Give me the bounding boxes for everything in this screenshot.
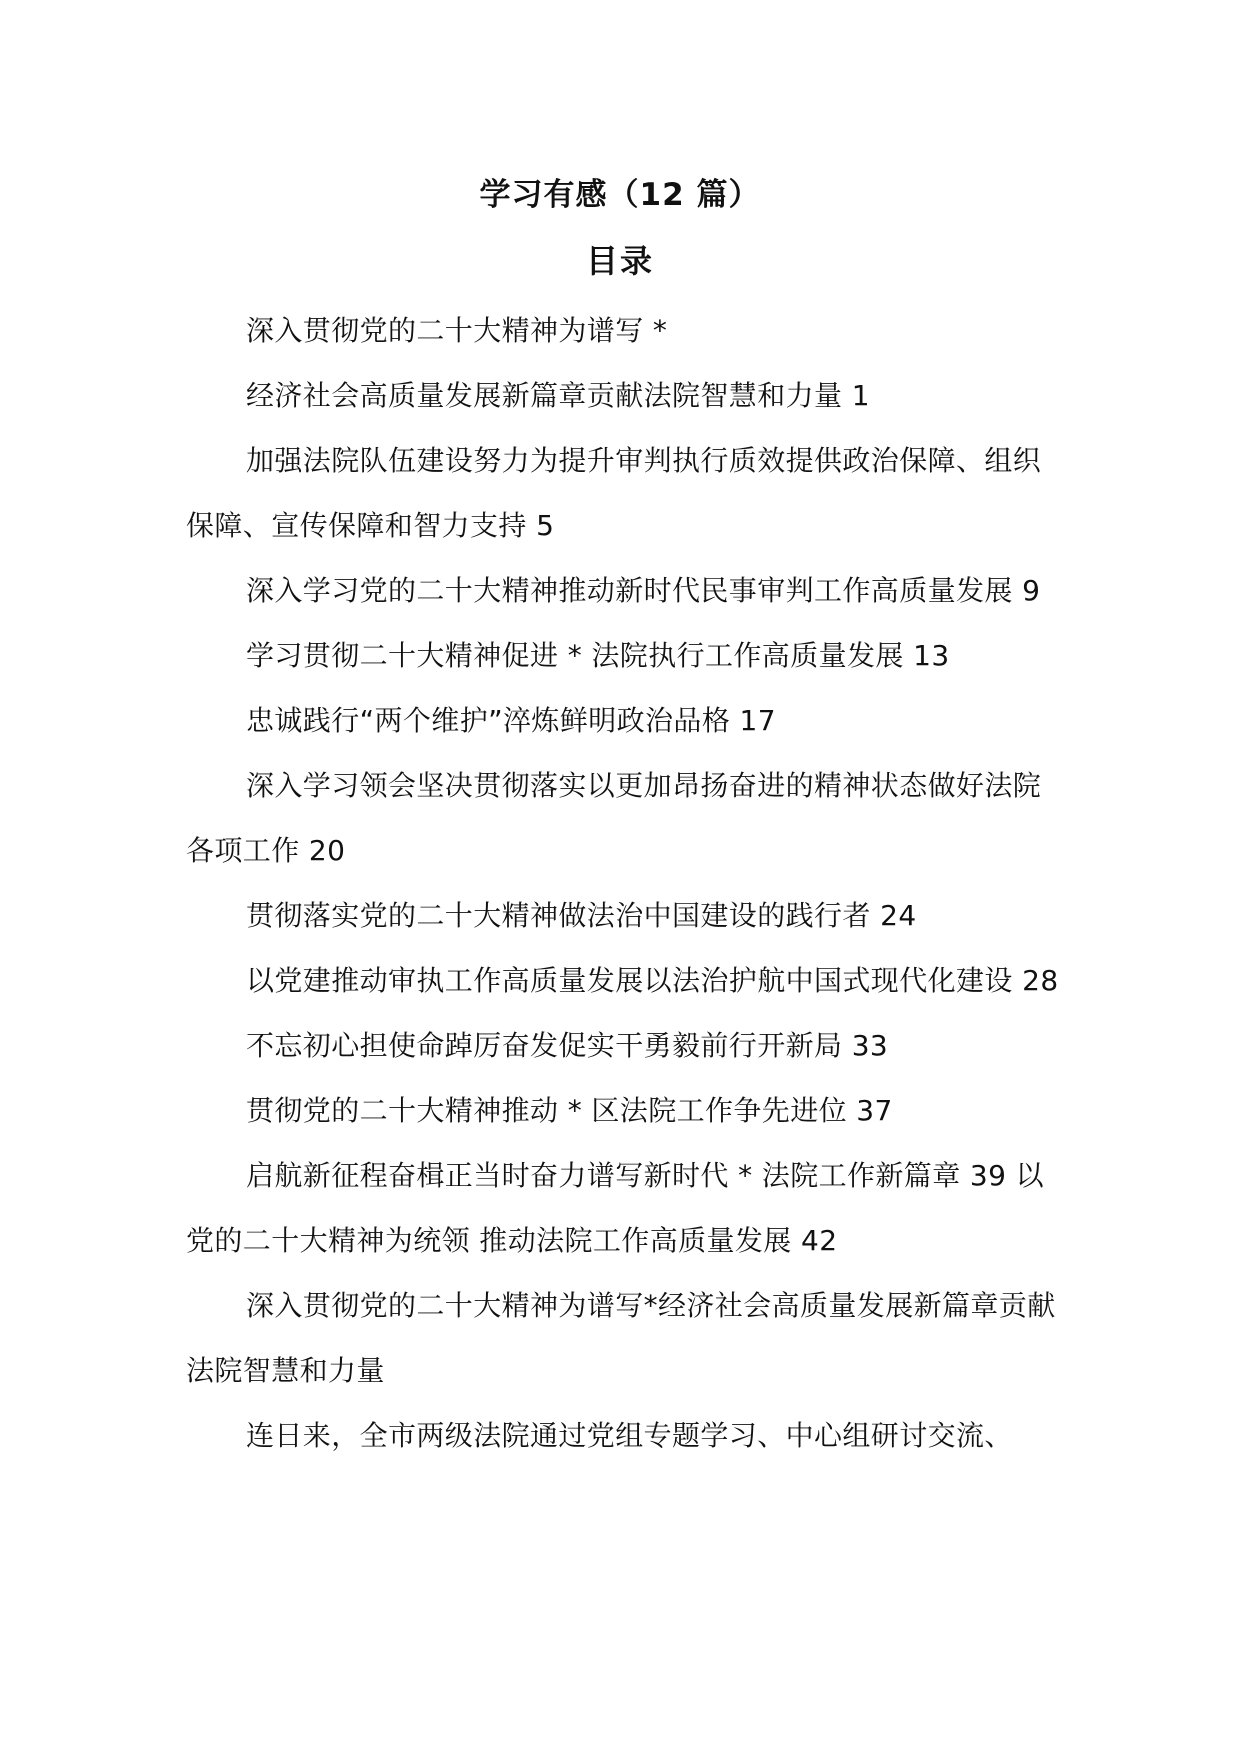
- toc-entry: 深入学习党的二十大精神推动新时代民事审判工作高质量发展 9: [246, 574, 1041, 607]
- toc-heading: 目录: [585, 242, 654, 280]
- toc-entry: 加强法院队伍建设努力为提升审判执行质效提供政治保障、组织保障、宣传保障和智力支持 5: [186, 444, 1042, 542]
- document-title: 学习有感（12 篇）: [479, 177, 761, 213]
- article-paragraph: 连日来，全市两级法院通过党组专题学习、中心组研讨交流、: [246, 1419, 1013, 1452]
- article-title: 深入贯彻党的二十大精神为谱写*经济社会高质量发展新篇章贡献法院智慧和力量: [186, 1289, 1056, 1387]
- toc-entry: 贯彻党的二十大精神推动 * 区法院工作争先进位 37: [246, 1094, 893, 1127]
- toc-entry: 启航新征程奋楫正当时奋力谱写新时代 * 法院工作新篇章 39 以党的二十大精神为统领 推动法院工作高质量发展 42: [186, 1159, 1045, 1257]
- toc-entry: 贯彻落实党的二十大精神做法治中国建设的践行者 24: [246, 899, 917, 932]
- toc-entry: 深入贯彻党的二十大精神为谱写 *: [246, 314, 668, 347]
- toc-entry: 学习贯彻二十大精神促进 * 法院执行工作高质量发展 13: [246, 639, 950, 672]
- toc-entry: 深入学习领会坚决贯彻落实以更加昂扬奋进的精神状态做好法院各项工作 20: [186, 769, 1042, 867]
- toc-entry: 以党建推动审执工作高质量发展以法治护航中国式现代化建设 28: [246, 964, 1059, 997]
- toc-entry: 忠诚践行“两个维护”淬炼鲜明政治品格 17: [246, 704, 776, 737]
- document-body: [186, 298, 1066, 1468]
- toc-entry: 不忘初心担使命踔厉奋发促实干勇毅前行开新局 33: [246, 1029, 889, 1062]
- toc-entry: 经济社会高质量发展新篇章贡献法院智慧和力量 1: [246, 379, 870, 412]
